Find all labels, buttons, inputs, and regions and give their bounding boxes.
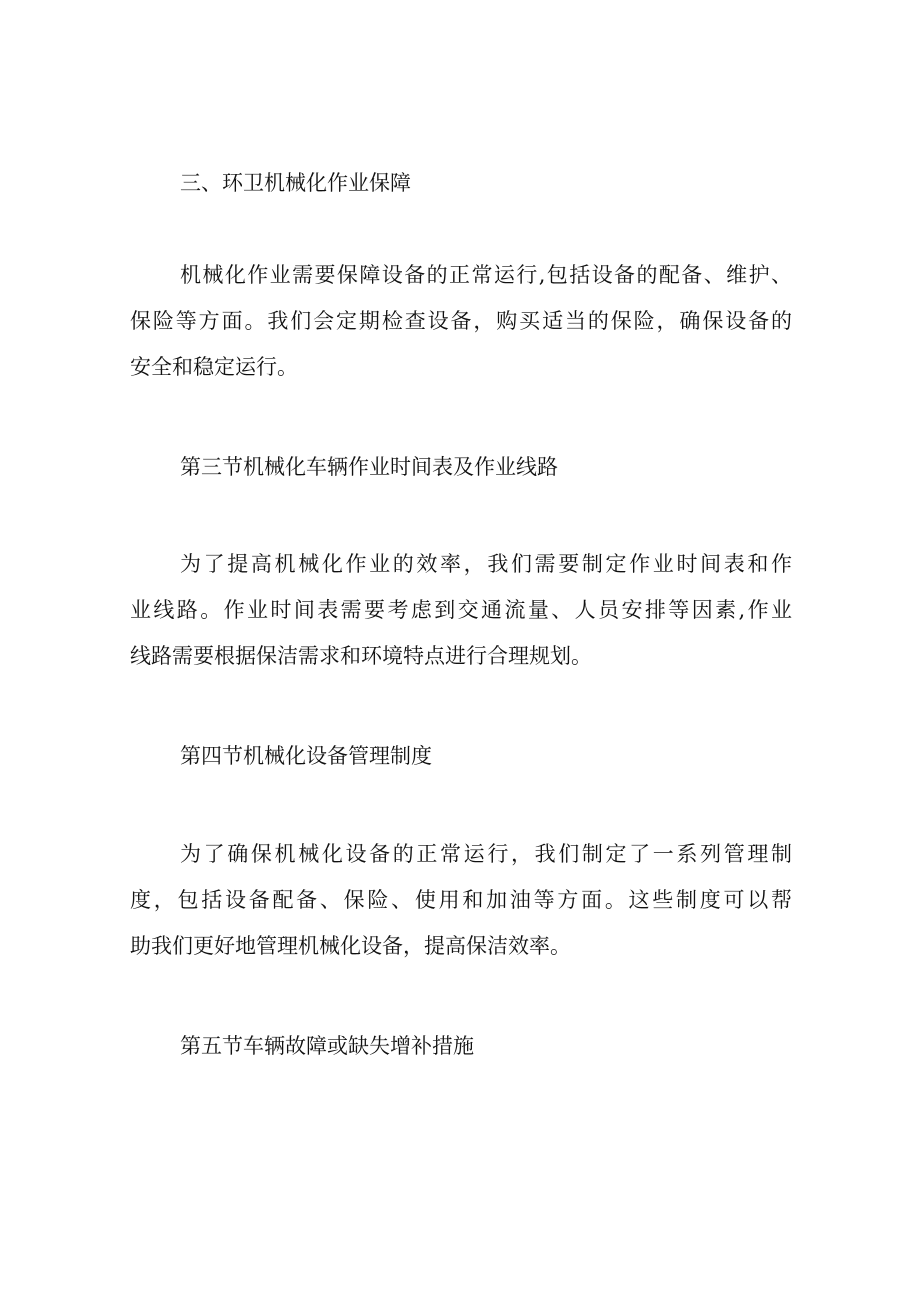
paragraph-line: 线路需要根据保洁需求和环境特点进行合理规划。	[130, 644, 592, 668]
paragraph-equipment-management	[130, 831, 792, 969]
paragraph-line: 为了确保机械化设备的正常运行，我们制定了一系列管理制	[180, 842, 792, 866]
paragraph-line: 度，包括设备配备、保险、使用和加油等方面。这些制度可以帮	[130, 888, 792, 912]
paragraph-line: 机械化作业需要保障设备的正常运行,包括设备的配备、维护、	[180, 263, 792, 287]
section-heading-mechanized-operation-guarantee: 三、环卫机械化作业保障	[180, 171, 411, 195]
paragraph-line: 安全和稳定运行。	[130, 355, 298, 379]
section-heading-vehicle-fault-measures: 第五节车辆故障或缺失增补措施	[180, 1034, 474, 1058]
paragraph-schedule-and-routes	[130, 541, 792, 679]
paragraph-line: 业线路。作业时间表需要考虑到交通流量、人员安排等因素,作业	[130, 598, 792, 622]
paragraph-line: 助我们更好地管理机械化设备，提高保洁效率。	[130, 934, 571, 958]
section-heading-equipment-management: 第四节机械化设备管理制度	[180, 744, 432, 768]
paragraph-line: 为了提高机械化作业的效率，我们需要制定作业时间表和作	[180, 552, 792, 576]
paragraph-line: 保险等方面。我们会定期检查设备，购买适当的保险，确保设备的	[130, 309, 792, 333]
paragraph-equipment-guarantee	[130, 252, 792, 390]
section-heading-schedule-and-routes: 第三节机械化车辆作业时间表及作业线路	[180, 455, 558, 479]
